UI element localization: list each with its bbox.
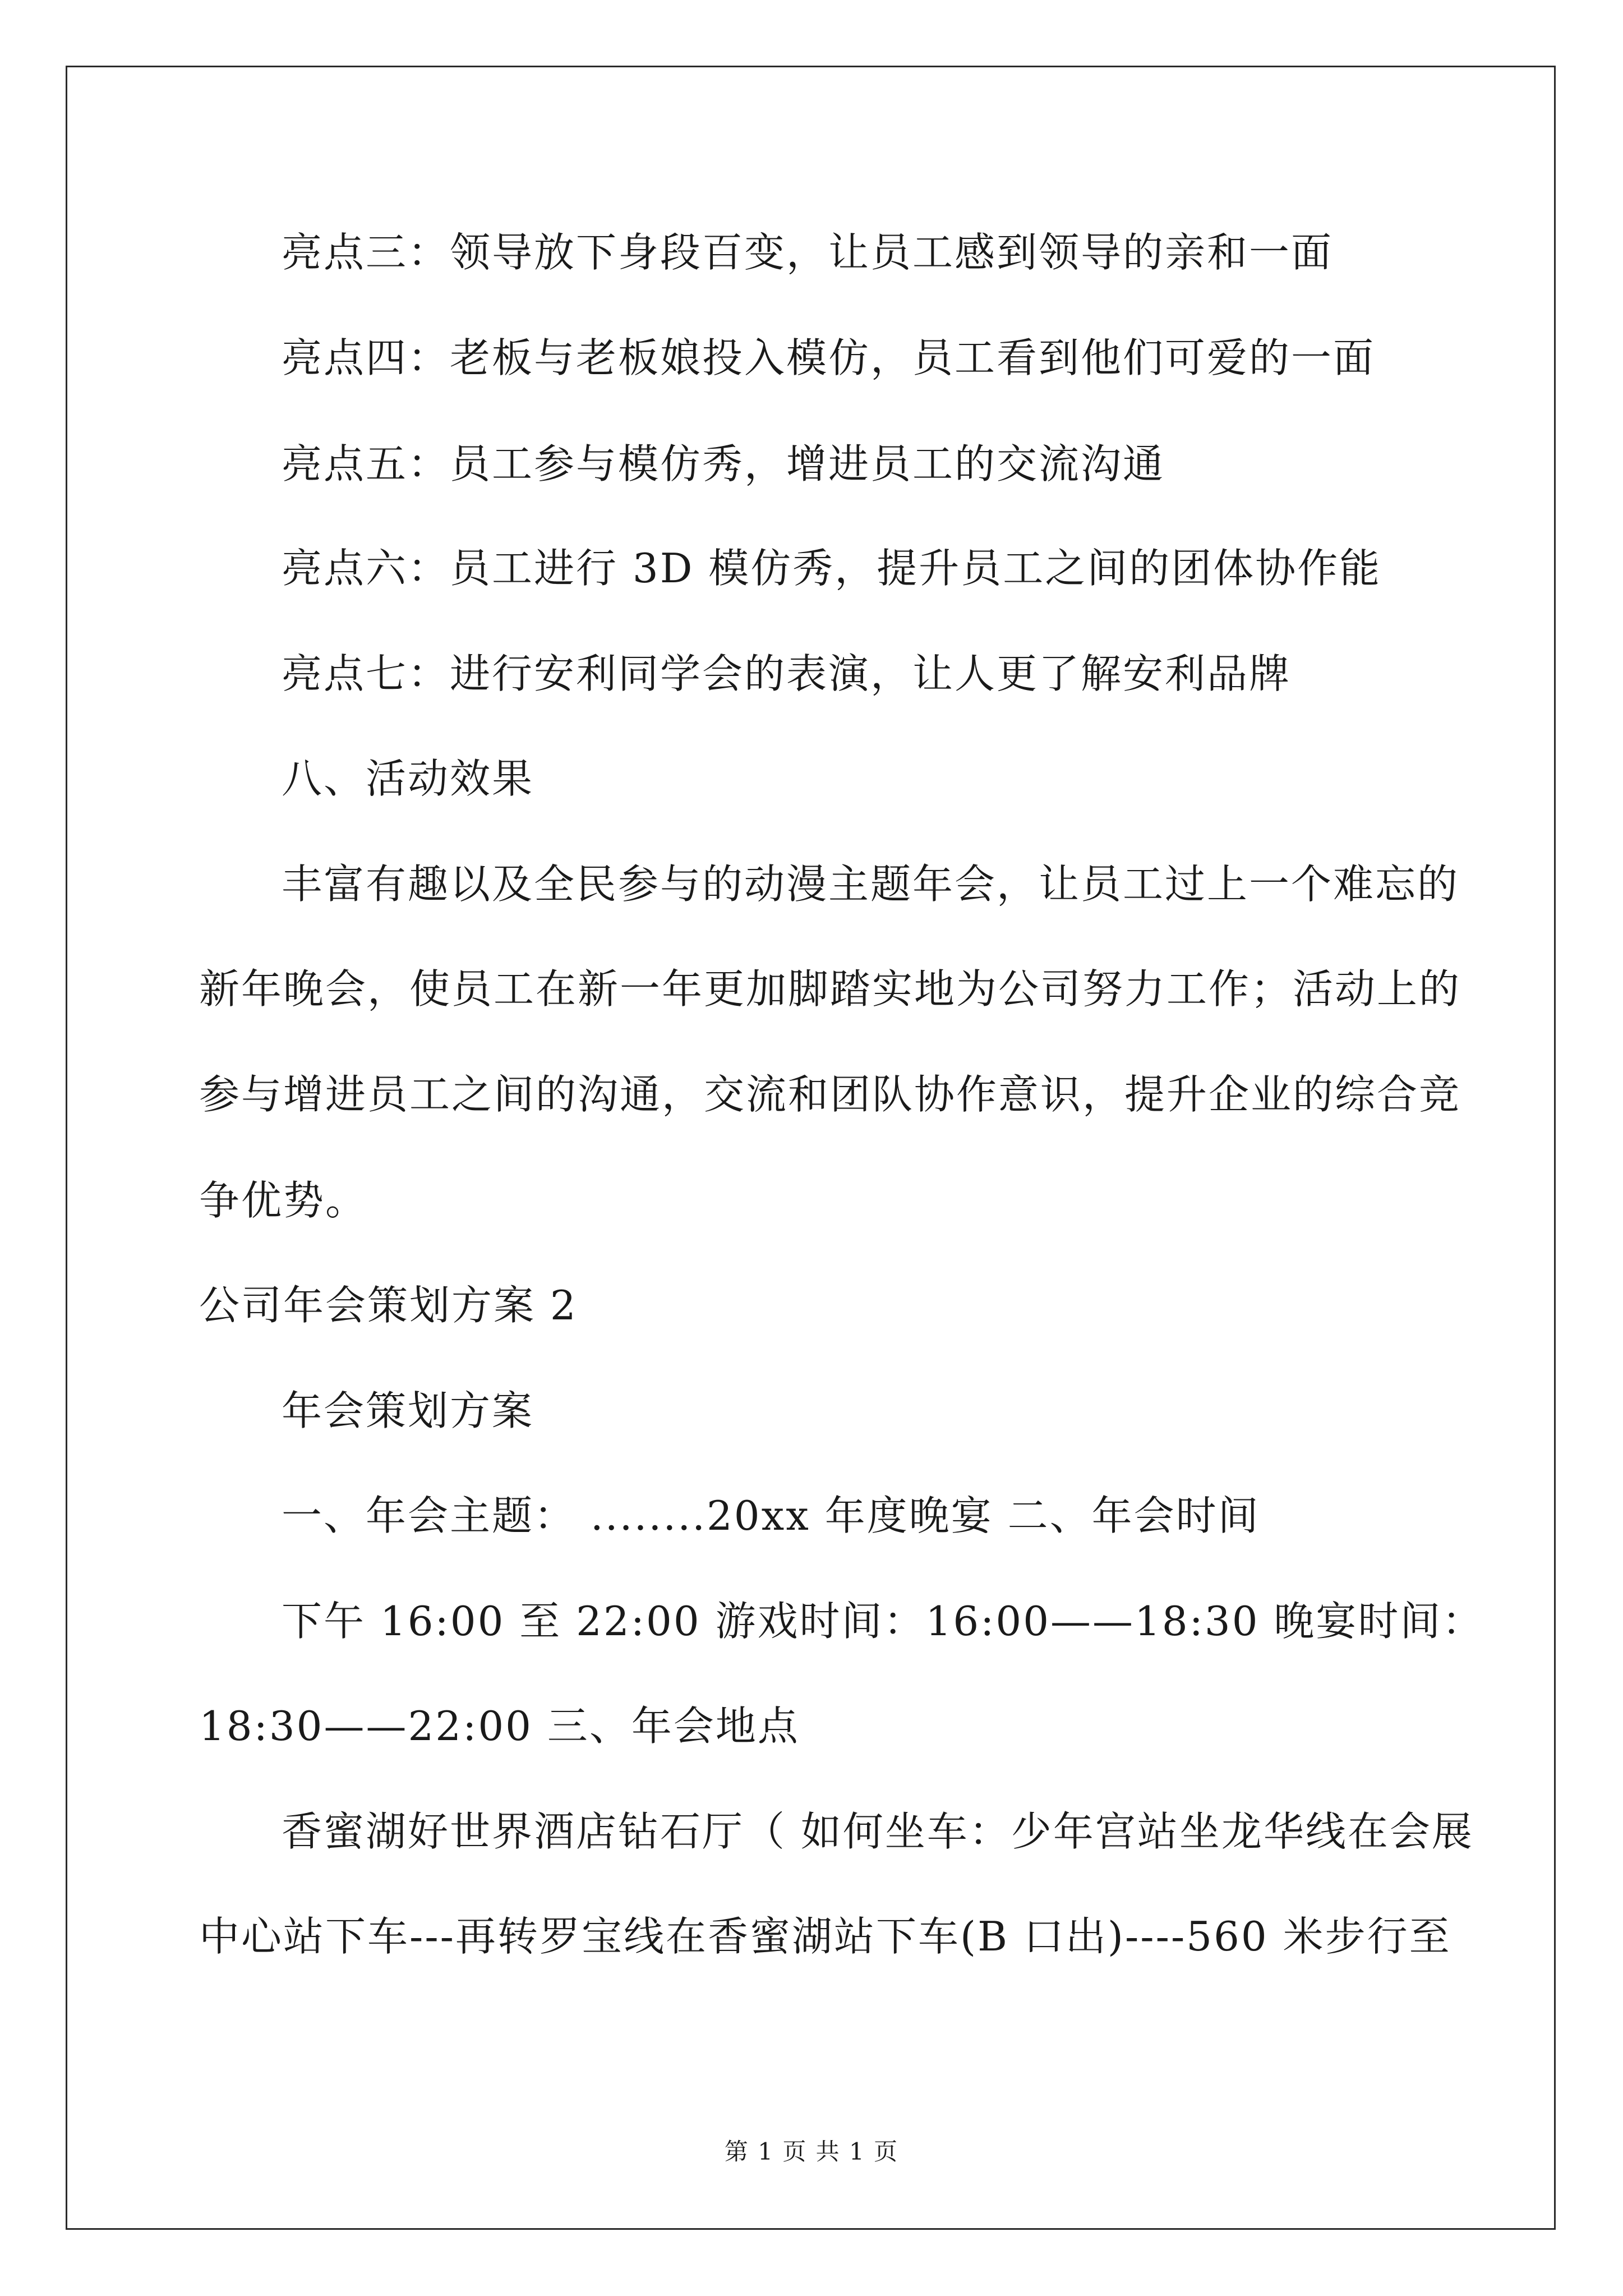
paragraph-line: 争优势。: [199, 1177, 368, 1224]
body-line-highlight-3: 亮点三：领导放下身段百变，让员工感到领导的亲和一面: [282, 229, 1334, 276]
paragraph-line: 丰富有趣以及全民参与的动漫主题年会，让员工过上一个难忘的: [282, 861, 1460, 908]
schedule-line: 下午 16:00 至 22:00 游戏时间：16:00——18:30 晚宴时间：: [282, 1598, 1484, 1645]
section-heading-effects: 八、活动效果: [282, 755, 534, 802]
paragraph-line: 参与增进员工之间的沟通，交流和团队协作意识，提升企业的综合竞: [199, 1071, 1461, 1118]
page-number-footer: 第 1 页 共 1 页: [724, 2138, 899, 2165]
schedule-line: 18:30——22:00 三、年会地点: [199, 1703, 800, 1750]
paragraph-line: 新年晚会，使员工在新一年更加脚踏实地为公司努力工作；活动上的: [199, 965, 1461, 1013]
page-border: [66, 66, 1556, 2230]
subtitle: 年会策划方案: [282, 1387, 534, 1434]
location-line: 中心站下车---再转罗宝线在香蜜湖站下车(B 口出)----560 米步行至: [199, 1913, 1451, 1960]
section-line-theme: 一、年会主题： ........20xx 年度晚宴 二、年会时间: [282, 1492, 1260, 1539]
body-line-highlight-6: 亮点六：员工进行 3D 模仿秀，提升员工之间的团体协作能: [282, 545, 1382, 592]
location-line: 香蜜湖好世界酒店钻石厅（ 如何坐车：少年宫站坐龙华线在会展: [282, 1808, 1474, 1855]
body-line-highlight-7: 亮点七：进行安利同学会的表演，让人更了解安利品牌: [282, 650, 1292, 697]
body-line-highlight-4: 亮点四：老板与老板娘投入模仿，员工看到他们可爱的一面: [282, 334, 1376, 381]
document-title: 公司年会策划方案 2: [199, 1282, 578, 1329]
body-line-highlight-5: 亮点五：员工参与模仿秀，增进员工的交流沟通: [282, 440, 1165, 487]
